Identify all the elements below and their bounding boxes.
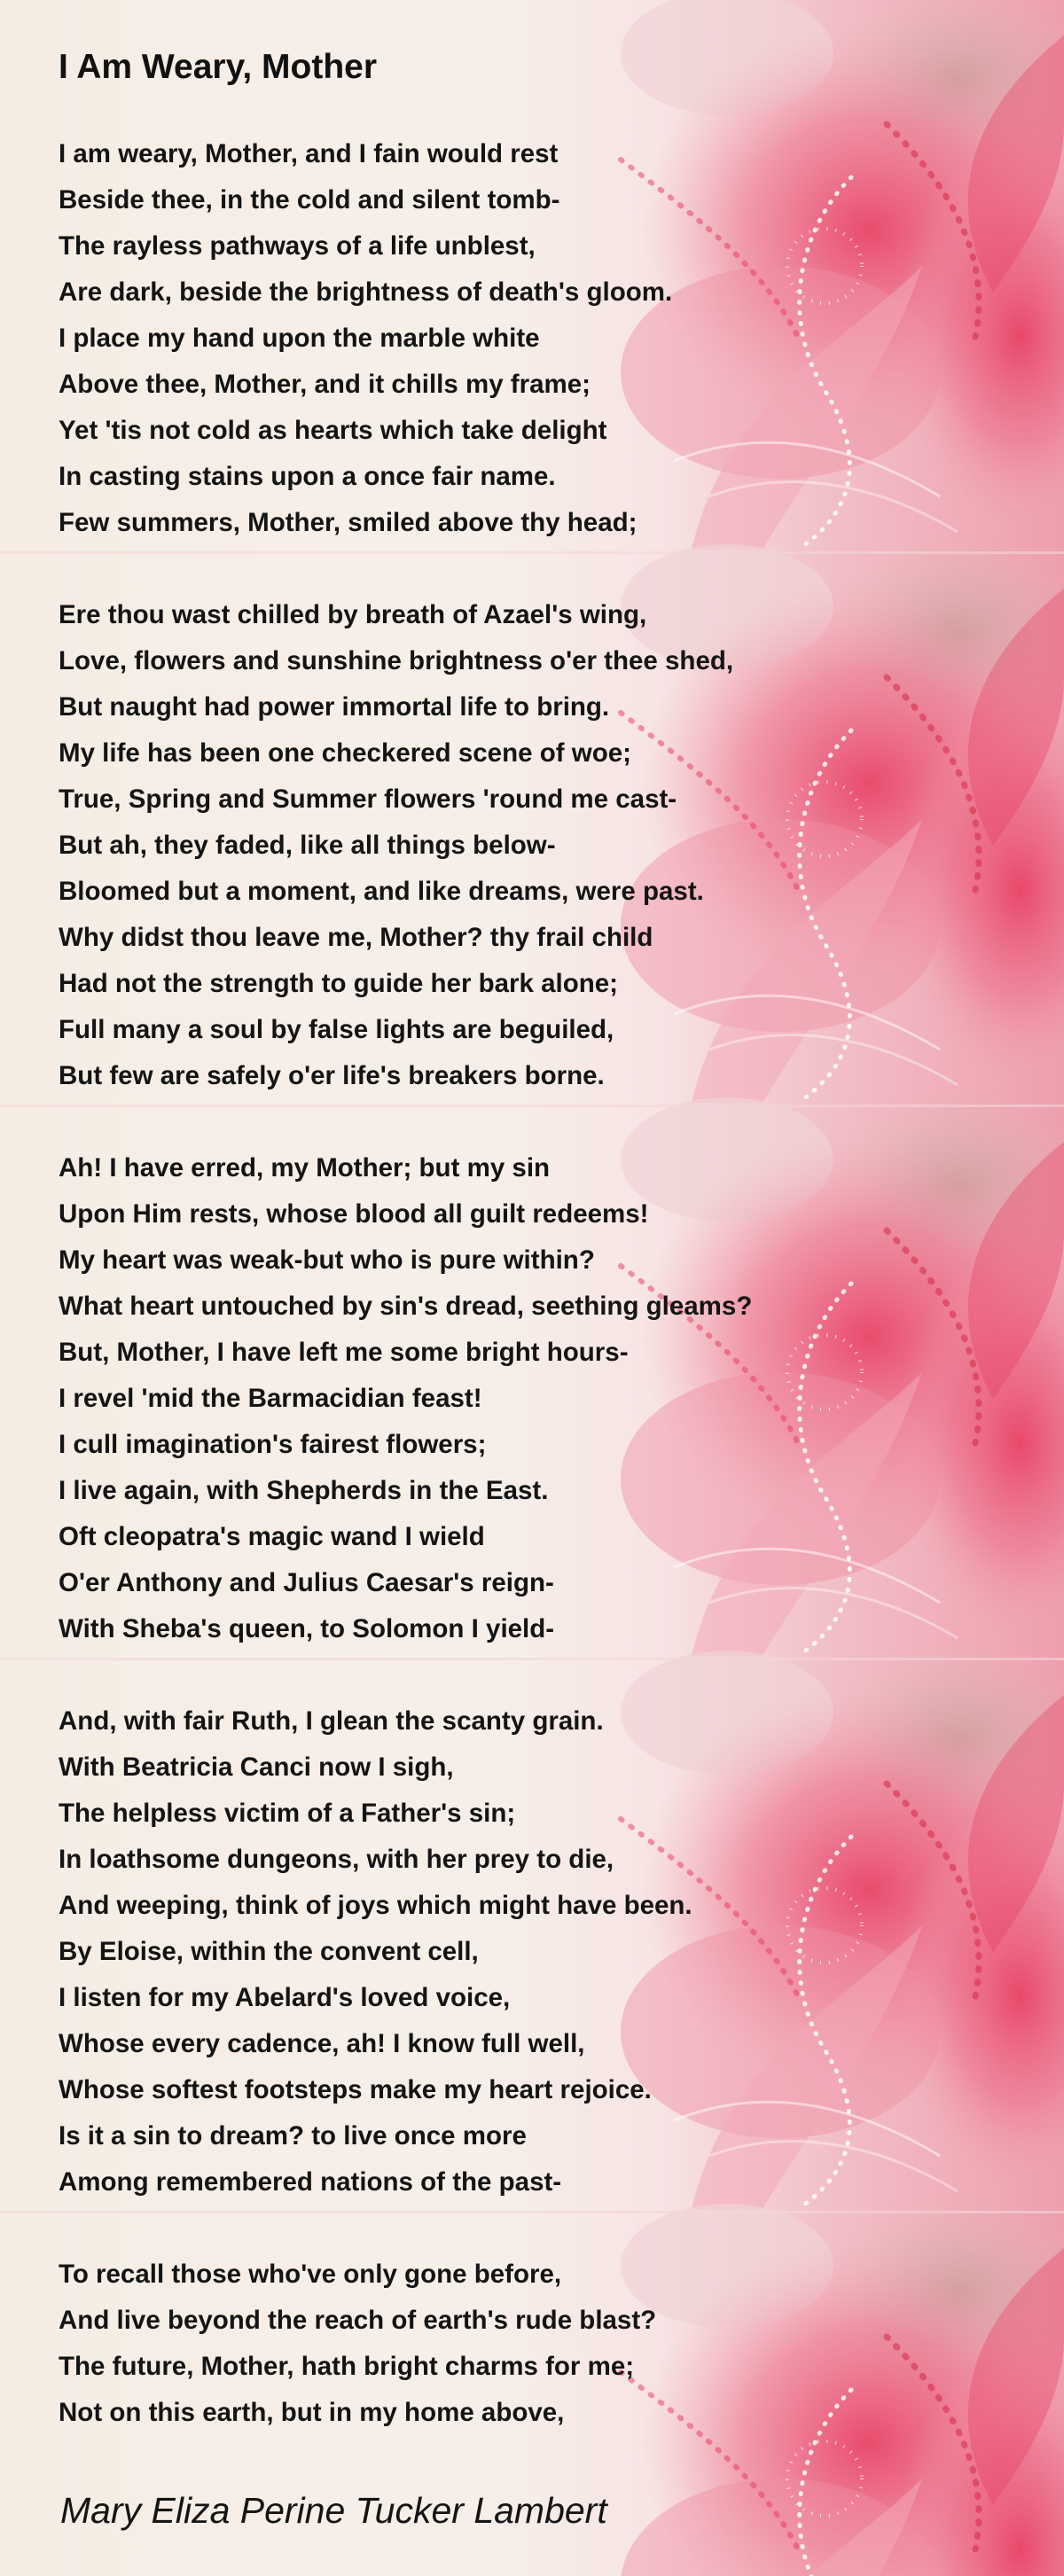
poem-line: I place my hand upon the marble white	[59, 324, 540, 353]
poem-line: But, Mother, I have left me some bright hours-	[59, 1338, 629, 1367]
poem-line: I cull imagination's fairest flowers;	[59, 1430, 487, 1459]
poem-line: The helpless victim of a Father's sin;	[59, 1799, 516, 1828]
poem-line: The rayless pathways of a life unblest,	[59, 231, 536, 261]
poem-line: Is it a sin to dream? to live once more	[59, 2121, 527, 2151]
poem-line: Are dark, beside the brightness of death's gloom.	[59, 277, 673, 307]
poem-line: In casting stains upon a once fair name.	[59, 462, 556, 491]
poem-line: But few are safely o'er life's breakers borne.	[59, 1061, 605, 1090]
poem-line: Love, flowers and sunshine brightness o'er thee shed,	[59, 646, 734, 675]
poem-line: I am weary, Mother, and I fain would rest	[59, 139, 559, 168]
poem-line: But ah, they faded, like all things below-	[59, 831, 556, 860]
stanza-5	[59, 2252, 656, 2436]
poem-line: Yet 'tis not cold as hearts which take delight	[59, 416, 607, 445]
poem-line: My heart was weak-but who is pure within?	[59, 1245, 595, 1275]
poem-line: With Sheba's queen, to Solomon I yield-	[59, 1614, 555, 1643]
poem-line: Above thee, Mother, and it chills my frame;	[59, 370, 591, 399]
poem-line: By Eloise, within the convent cell,	[59, 1937, 479, 1966]
poem-line: I live again, with Shepherds in the East.	[59, 1476, 549, 1505]
poem-line: What heart untouched by sin's dread, seething gleams?	[59, 1292, 753, 1321]
poem-line: Upon Him rests, whose blood all guilt redeems!	[59, 1199, 649, 1229]
poem-line: Ah! I have erred, my Mother; but my sin	[59, 1153, 551, 1183]
poem-line: But naught had power immortal life to bring.	[59, 692, 610, 722]
poem-line: Ere thou wast chilled by breath of Azael's wing,	[59, 600, 647, 629]
poem-author: Mary Eliza Perine Tucker Lambert	[60, 2490, 607, 2531]
poem-title: I Am Weary, Mother	[59, 48, 378, 86]
poem-line: Why didst thou leave me, Mother? thy frail child	[59, 923, 653, 952]
poem-line: O'er Anthony and Julius Caesar's reign-	[59, 1568, 554, 1597]
poem-line: Not on this earth, but in my home above,	[59, 2398, 565, 2427]
stanza-4	[59, 1698, 692, 2205]
poem-line: Had not the strength to guide her bark alone;	[59, 969, 619, 998]
poem-line: With Beatricia Canci now I sigh,	[59, 1752, 454, 1782]
stanza-2	[59, 592, 733, 1099]
poem-line: My life has been one checkered scene of woe;	[59, 738, 631, 768]
poem-line: Whose every cadence, ah! I know full well,	[59, 2029, 585, 2058]
poem-line: And live beyond the reach of earth's rude blast?	[59, 2306, 657, 2335]
poem-line: To recall those who've only gone before,	[59, 2260, 562, 2289]
poem-line: Beside thee, in the cold and silent tomb-	[59, 185, 560, 215]
poem-line: Whose softest footsteps make my heart rejoice.	[59, 2075, 652, 2104]
poem-line: I revel 'mid the Barmacidian feast!	[59, 1384, 482, 1413]
poem-line: The future, Mother, hath bright charms for me;	[59, 2352, 635, 2381]
stanza-3	[59, 1145, 752, 1652]
poem-line: Full many a soul by false lights are beguiled,	[59, 1015, 614, 1044]
poem-line: In loathsome dungeons, with her prey to die,	[59, 1845, 614, 1874]
poem-line: I listen for my Abelard's loved voice,	[59, 1983, 511, 2012]
poem-line: Among remembered nations of the past-	[59, 2167, 562, 2197]
poem-line: Few summers, Mother, smiled above thy head;	[59, 508, 638, 537]
poem-line: True, Spring and Summer flowers 'round me cast-	[59, 785, 677, 814]
stanza-1	[59, 131, 672, 546]
poem-line: Oft cleopatra's magic wand I wield	[59, 1522, 485, 1551]
poem-line: Bloomed but a moment, and like dreams, were past.	[59, 877, 704, 906]
poem-line: And weeping, think of joys which might have been.	[59, 1891, 692, 1920]
poem-line: And, with fair Ruth, I glean the scanty grain.	[59, 1706, 604, 1736]
